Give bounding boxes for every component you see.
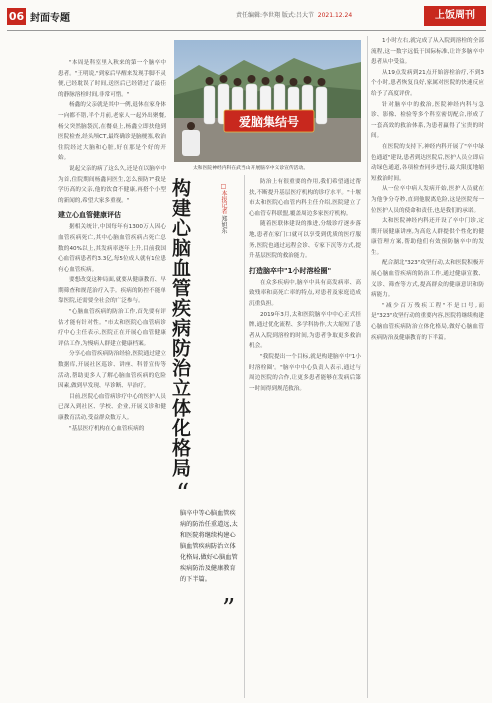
paragraph: 分享心血管疾病防治经验,医院通过建立数据库,开展社区巡诊、讲座、科普宣传等活动,帮助更多人了解心脑血管疾病的危险因素,做到早发现、早诊断、早治疗。: [58, 351, 166, 390]
middle-column: [249, 177, 361, 697]
paragraph: 要想改变这种局面,就要从健康教育、早期筛查和规范治疗入手。疾病的防控不能单靠医院,还需要全社会的广泛参与。: [58, 277, 166, 305]
section-title: 封面专题: [30, 13, 70, 24]
right-column: [371, 36, 484, 698]
editor-credits: 责任编辑:李世翔 版式:吕大节: [236, 12, 314, 19]
paragraph: "本周是科室里入秋来的第一个脑卒中患者。"王明说,"到家后早醒来发现手脚不灵便,已经耽误了时间,送医后已经错过了最佳的静脉溶栓时间,非常可惜。": [58, 60, 166, 98]
paragraph: 随着医联体建设的推进,分级诊疗逐步落地,患者在家门口就可以享受到优质的医疗服务,医院也通过远程会诊、专家下沉等方式,提升基层医院的救治能力。: [249, 221, 361, 260]
byline-prefix: □本报记者: [220, 183, 227, 214]
banner-text: 爱脑集结号: [238, 115, 300, 129]
paragraph: 1小时左右,就完成了从入院到溶栓的全部流程,这一数字远低于国际标准,让许多脑卒中患者从中受益。: [371, 38, 484, 66]
byline-name: 郑旭东: [220, 215, 227, 234]
issue-date: 2021.12.24: [317, 12, 353, 19]
paragraph: 从一位卒中病人发病开始,医护人员就在为他争分夺秒,直到他脱离危险,这是医院每一位医护人员的使命和责任,也是我们的承诺。: [371, 186, 484, 214]
paragraph: 防治上有很重要的作用,我们希望通过帮扶,不断提升基层医疗机构的诊疗水平。"十堰市太和医院心血管内科主任介绍,医院建立了心血管专科联盟,覆盖周边多家医疗机构。: [249, 179, 361, 217]
header-rule: [7, 30, 486, 31]
section-heading: 建立心血管健康评估: [58, 211, 121, 220]
paragraph: "心脑血管疾病的防治工作,首先要有评估才能有针对性。"市太和医院心血管病诊疗中心主任表示,医院正在开展心血管健康评估工作,为慢病人群建立健康档案。: [58, 309, 166, 347]
paragraph: 2019年3月,太和医院脑卒中中心正式挂牌,通过优化流程、多学科协作,大大缩短了患者从入院到溶栓的时间,为患者争取更多救治机会。: [249, 311, 361, 350]
paragraph: "减少百万残疾工程"不是口号,而是"323"攻坚行动的重要内容,医院将继续构建心脑血管疾病防治立体化格局,做好心脑血管疾病防治及健康教育的下半篇。: [371, 302, 484, 341]
paragraph: 在医院的支持下,神经内科开展了"卒中绿色通道"建设,患者到达医院后,医护人员立即启动绿色通道,各项检查同步进行,最大限度地缩短救治时间。: [371, 143, 484, 182]
pull-quote: 脑卒中等心脑血管疾病的防治任重道远,太和医院将继续构建心脑血管疾病防治立体化格局,做好心脑血管疾病防治及健康教育的下半篇。: [180, 510, 238, 583]
paragraph: "基层医疗机构在心血管疾病的: [69, 425, 145, 432]
paragraph: 杨鑫的父亲就是其中一例,退休在家身体一向都不错,半个月前,老家人一起外出聚餐,杨父突然脑袋沉,在餐桌上,杨鑫立即扶他到医院检查,经头颅CT,最终确诊是脑梗塞,收治住院经过大脑和心脏,好在那是个好的开始。: [58, 102, 166, 162]
byline: [200, 183, 228, 303]
paragraph: 在众多疾病中,脑卒中具有高发病率、高致残率和高死亡率的特点,对患者及家庭造成沉重负担。: [249, 279, 361, 307]
quote-open-icon: “: [176, 479, 190, 509]
paragraph: 目前,医院心血管病诊疗中心的医护人员已深入到社区、学校、企业,开展义诊和健康教育活动,受益群众数万人。: [58, 393, 166, 421]
photo-caption: 太和医院神经内科在武当山开展脑卒中义诊宣传活动。: [193, 166, 309, 171]
paragraph: 据相关统计,中国每年有1300万人因心血管疾病死亡,其中心脑血管疾病占死亡总数的40%以上,其发病率逐年上升,目前我国心血管病患者约3.3亿,每5位成人就有1位患有心血管疾病。: [58, 224, 166, 273]
publication-brand: 上饭周刊: [424, 6, 486, 26]
paragraph: 从19点发病到21点开始溶栓治疗,不到3个小时,患者恢复良好,家属对医院的快速反应给予了高度评价。: [371, 69, 484, 97]
editor-meta: [236, 10, 352, 19]
page-number: 06: [8, 10, 25, 23]
paragraph: 配合湖北"323"攻坚行动,太和医院积极开展心脑血管疾病的防治工作,通过健康宣教、义诊、筛查等方式,提高群众的健康意识和防病能力。: [371, 260, 484, 299]
column-divider: [244, 175, 245, 698]
section-heading: 打造脑卒中"1小时溶栓圈": [249, 266, 332, 275]
column-divider: [367, 36, 368, 698]
page-header: [0, 0, 492, 30]
quote-close-icon: ”: [222, 594, 236, 624]
paragraph: "我院提出一个目标,就是构建脑卒中'1小时溶栓圈'。"脑卒中中心负责人表示,通过与周边医院的合作,让更多患者能够在发病后第一时间得到规范救治。: [249, 353, 361, 392]
event-photo: [174, 40, 361, 162]
photo-illustration: [174, 40, 361, 162]
paragraph: 太和医院神经内科还开设了卒中门诊,定期开展健康讲座,为高危人群提供个性化的健康管理方案,帮助他们有效预防脑卒中的发生。: [371, 218, 484, 256]
article-title: 构建心脑血管疾病防治立体化格局: [169, 178, 191, 478]
paragraph: 针对脑卒中的救治,医院神经内科与急诊、影像、检验等多个科室密切配合,形成了一套高效的救治体系,为患者赢得了宝贵的时间。: [371, 101, 484, 140]
paragraph: 说起父亲的病了这么久,还是在以脑卒中为首,住院期间杨鑫问医生,怎么预防?"我是学历高的父亲,他的饮食不健康,再搭个小型的新闻的,希望大家多重视。": [58, 165, 166, 204]
